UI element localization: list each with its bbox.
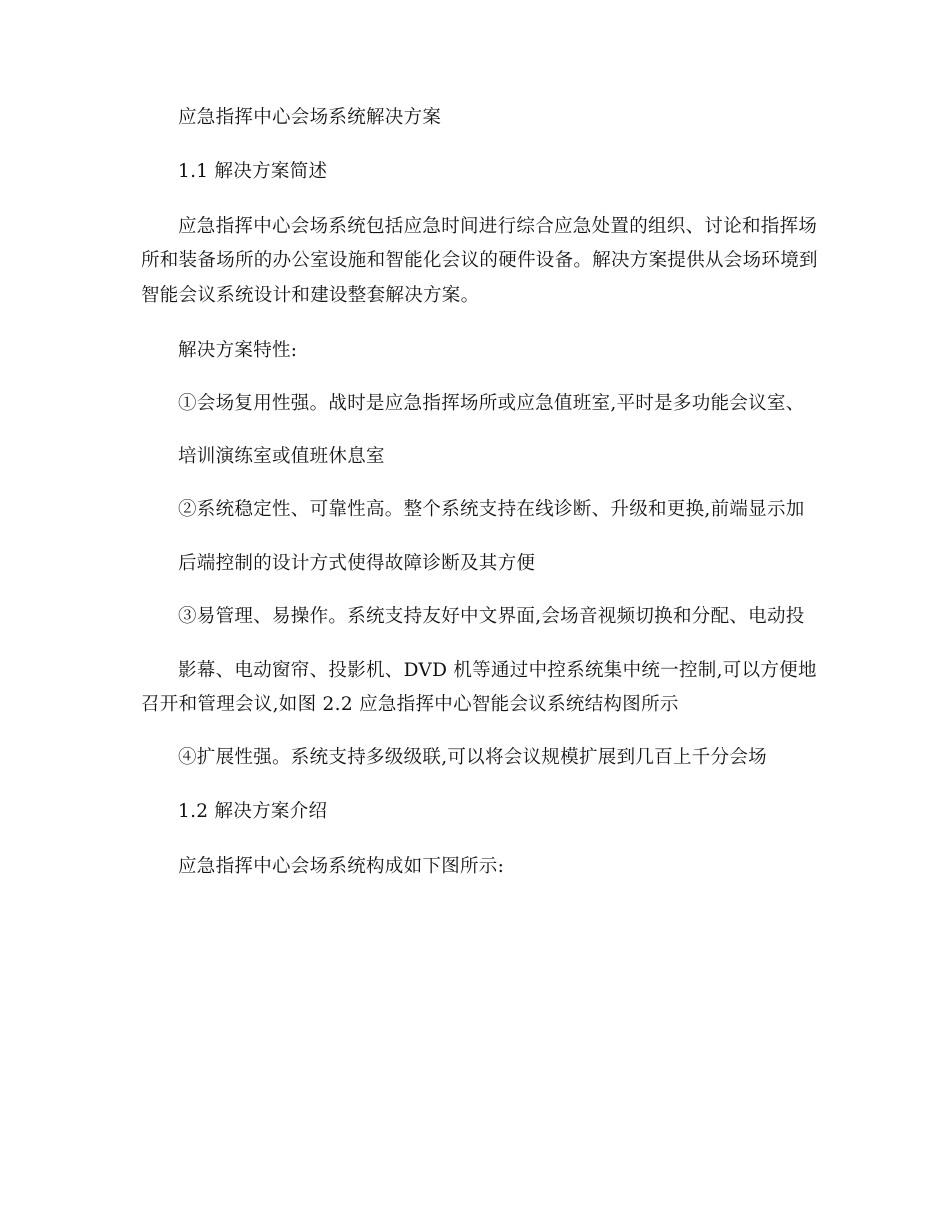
feature-3-line-3: 召开和管理会议,如图 2.2 应急指挥中心智能会议系统结构图所示 bbox=[141, 694, 679, 715]
feature-1-line-2: 培训演练室或值班休息室 bbox=[178, 446, 385, 467]
features-label: 解决方案特性: bbox=[178, 340, 298, 361]
intro-paragraph-line-2: 所和装备场所的办公室设施和智能化会议的硬件设备。解决方案提供从会场环境到 bbox=[141, 250, 818, 271]
section-1-1-heading: 1.1 解决方案简述 bbox=[178, 161, 328, 182]
feature-2-line-2: 后端控制的设计方式使得故障诊断及其方便 bbox=[178, 553, 536, 574]
feature-4-line-1: ④扩展性强。系统支持多级级联,可以将会议规模扩展到几百上千分会场 bbox=[178, 747, 767, 768]
intro-paragraph-line-1: 应急指挥中心会场系统包括应急时间进行综合应急处置的组织、讨论和指挥场 bbox=[178, 216, 818, 237]
feature-2-line-1: ②系统稳定性、可靠性高。整个系统支持在线诊断、升级和更换,前端显示加 bbox=[178, 499, 805, 520]
section-1-2-heading: 1.2 解决方案介绍 bbox=[178, 801, 328, 822]
document-title: 应急指挥中心会场系统解决方案 bbox=[178, 107, 442, 128]
feature-3-line-1: ③易管理、易操作。系统支持友好中文界面,会场音视频切换和分配、电动投 bbox=[178, 606, 805, 627]
intro-paragraph-line-3: 智能会议系统设计和建设整套解决方案。 bbox=[141, 285, 480, 306]
feature-3-line-2: 影幕、电动窗帘、投影机、DVD 机等通过中控系统集中统一控制,可以方便地 bbox=[178, 660, 817, 681]
feature-1-line-1: ①会场复用性强。战时是应急指挥场所或应急值班室,平时是多功能会议室、 bbox=[178, 393, 805, 414]
section-1-2-paragraph: 应急指挥中心会场系统构成如下图所示: bbox=[178, 856, 505, 877]
